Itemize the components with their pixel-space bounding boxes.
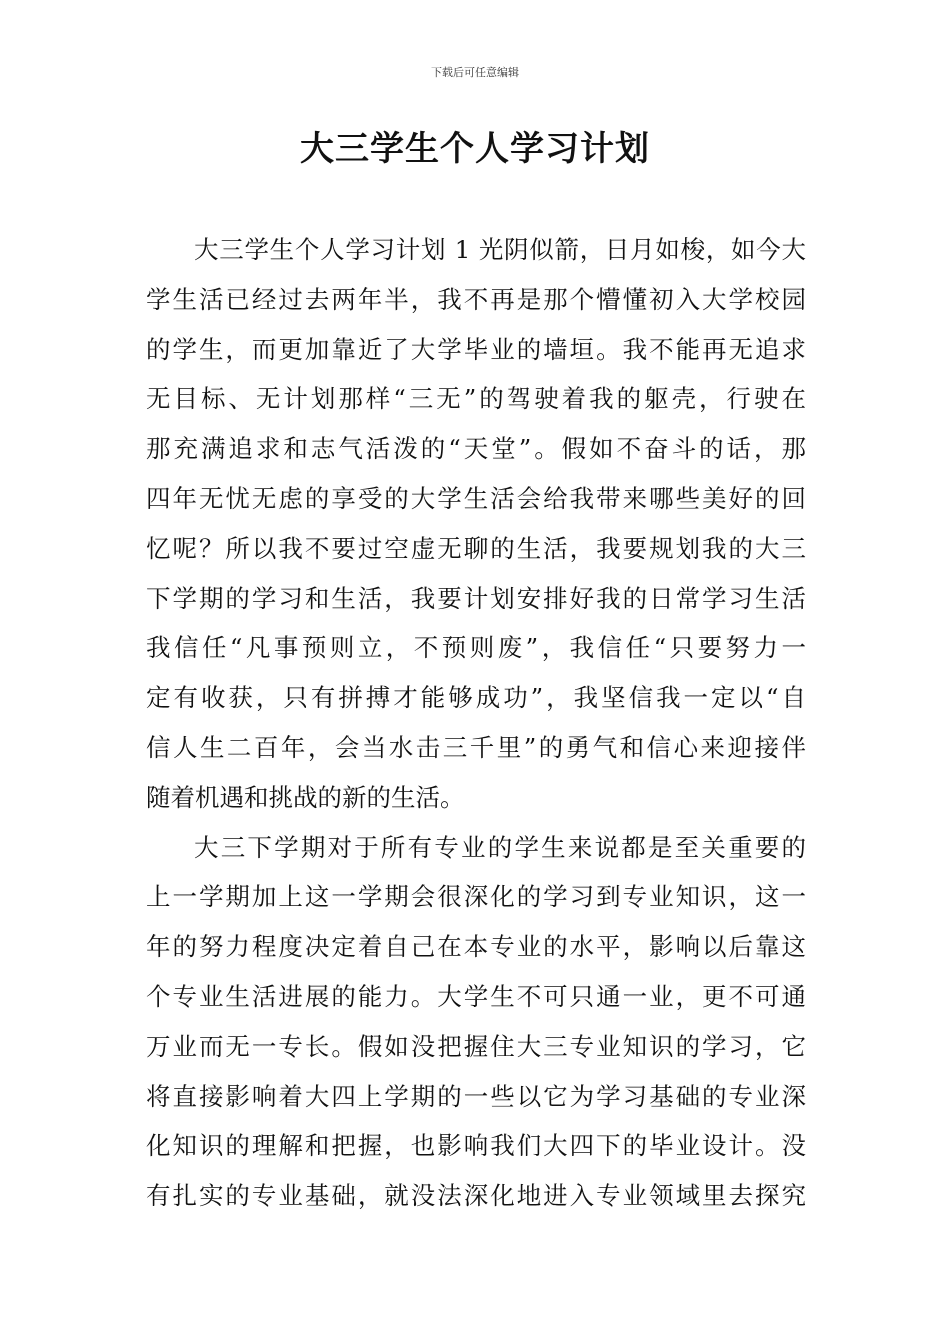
text-line: 上一学期加上这一学期会很深化的学习到专业知识，这一 xyxy=(146,882,806,912)
document-body xyxy=(146,225,806,1221)
text-line: 下学期的学习和生活，我要计划安排好我的日常学习生活 xyxy=(146,583,806,613)
text-line: 化知识的理解和把握，也影响我们大四下的毕业设计。没 xyxy=(146,1131,806,1161)
text-line: 大三学生个人学习计划 1 光阴似箭，日月如梭，如今大 xyxy=(194,235,806,264)
text-line: 大三下学期对于所有专业的学生来说都是至关重要的 xyxy=(194,832,806,862)
page-title: 大三学生个人学习计划 xyxy=(300,129,650,169)
text-line: 年的努力程度决定着自己在本专业的水平，影响以后靠这 xyxy=(146,932,806,962)
text-line: 学生活已经过去两年半，我不再是那个懵懂初入大学校园 xyxy=(146,284,806,314)
header-note: 下载后可任意编辑 xyxy=(431,66,519,79)
text-line: 信人生二百年，会当水击三千里”的勇气和信心来迎接伴 xyxy=(146,732,806,762)
text-line: 无目标、无计划那样“三无”的驾驶着我的躯壳，行驶在 xyxy=(146,384,806,414)
text-line: 我信任“凡事预则立，不预则废”，我信任“只要努力一 xyxy=(146,633,806,663)
text-line: 个专业生活进展的能力。大学生不可只通一业，更不可通 xyxy=(146,981,806,1011)
text-line: 有扎实的专业基础，就没法深化地进入专业领域里去探究 xyxy=(146,1181,806,1211)
paragraph-2 xyxy=(146,823,806,1221)
text-line: 忆呢？所以我不要过空虚无聊的生活，我要规划我的大三 xyxy=(146,533,806,563)
text-line: 随着机遇和挑战的新的生活。 xyxy=(146,782,465,812)
text-line: 那充满追求和志气活泼的“天堂”。假如不奋斗的话，那 xyxy=(146,434,806,464)
text-line: 万业而无一专长。假如没把握住大三专业知识的学习，它 xyxy=(146,1031,806,1061)
text-line: 四年无忧无虑的享受的大学生活会给我带来哪些美好的回 xyxy=(146,483,806,513)
text-line: 的学生，而更加靠近了大学毕业的墙垣。我不能再无追求 xyxy=(146,334,806,364)
text-line: 将直接影响着大四上学期的一些以它为学习基础的专业深 xyxy=(146,1081,806,1111)
paragraph-1 xyxy=(146,225,806,823)
text-line: 定有收获，只有拼搏才能够成功”，我坚信我一定以“自 xyxy=(146,683,806,713)
